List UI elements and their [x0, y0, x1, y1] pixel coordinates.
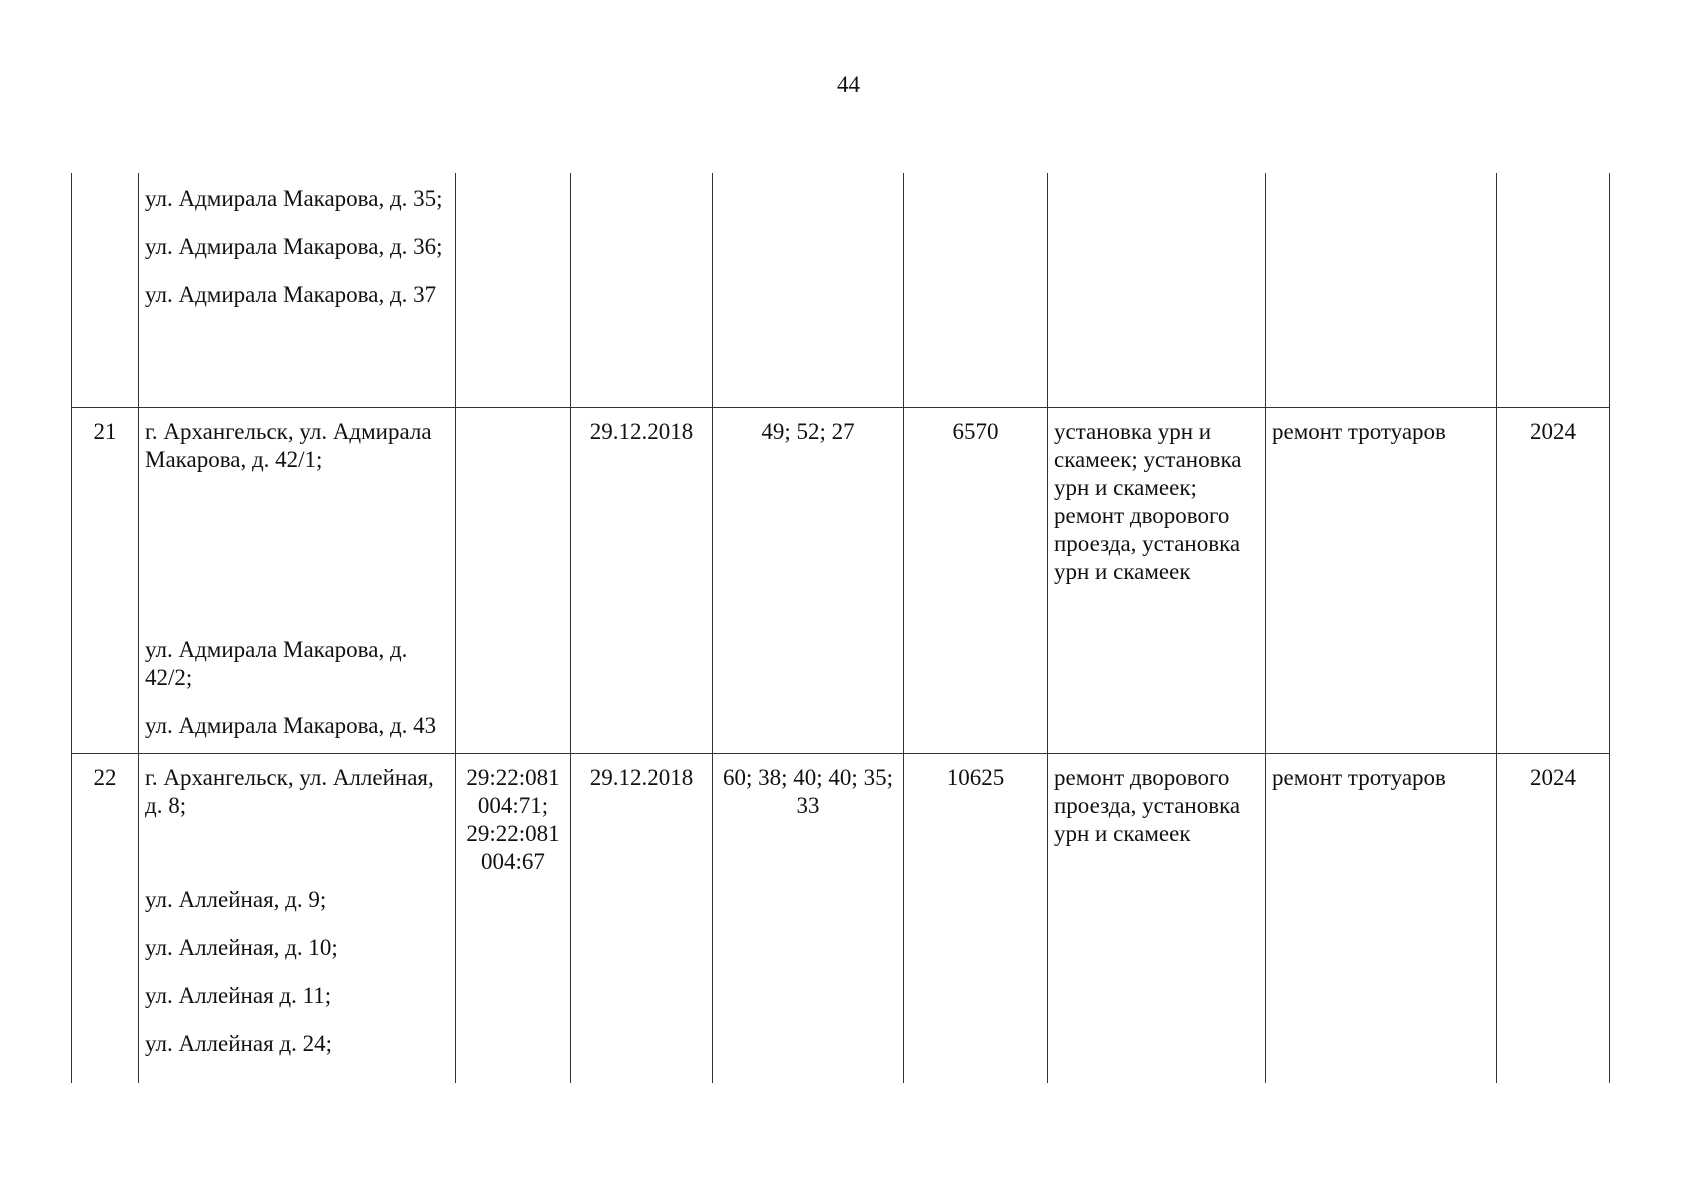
- cadastral-cell: 29:22:081 004:71; 29:22:081 004:67: [456, 753, 571, 1083]
- address-line: ул. Аллейная д. 11;: [145, 982, 332, 1008]
- common-works-cell: [1266, 173, 1497, 407]
- cadastral-cell: [456, 407, 571, 753]
- row-number-cell: 21: [72, 407, 139, 753]
- address-line: ул. Адмирала Макарова, д. 43: [145, 712, 437, 738]
- yard-works-cell: [1048, 173, 1266, 407]
- date-cell: 29.12.2018: [571, 407, 713, 753]
- year-cell: 2024: [1497, 753, 1610, 1083]
- date-cell: 29.12.2018: [571, 753, 713, 1083]
- address-line: ул. Адмирала Макарова, д. 36;: [145, 234, 443, 259]
- flats-cell: [713, 173, 904, 407]
- year-cell: 2024: [1497, 407, 1610, 753]
- first-address-line: г. Архангельск, ул. Адмирала Макарова, д. 42/1;: [145, 418, 432, 472]
- row-number-cell: [72, 173, 139, 407]
- address-line: ул. Адмирала Макарова, д. 37: [145, 282, 437, 307]
- first-address-line: г. Архангельск, ул. Аллейная, д. 8;: [145, 764, 434, 818]
- address-cell: [139, 407, 456, 753]
- program-table: [71, 173, 1610, 1083]
- table-row: [72, 753, 1610, 1083]
- yard-works-cell: установка урн и скамеек; установка урн и скамеек; ремонт дворового проезда, установка урн и скамеек: [1048, 407, 1266, 753]
- address-line: ул. Адмирала Макарова, д. 42/2;: [145, 636, 408, 690]
- address-cell: [139, 753, 456, 1083]
- page-number: 44: [837, 72, 860, 97]
- date-cell: [571, 173, 713, 407]
- year-cell: [1497, 173, 1610, 407]
- table-row: [72, 173, 1610, 407]
- address-line: ул. Адмирала Макарова, д. 35;: [145, 186, 443, 211]
- address-line: ул. Аллейная, д. 9;: [145, 886, 327, 912]
- common-works-cell: ремонт тротуаров: [1266, 407, 1497, 753]
- area-cell: 10625: [904, 753, 1048, 1083]
- table-row: [72, 407, 1610, 753]
- common-works-cell: ремонт тротуаров: [1266, 753, 1497, 1083]
- area-cell: 6570: [904, 407, 1048, 753]
- address-line: ул. Аллейная д. 24;: [145, 1030, 332, 1056]
- address-cell: [139, 173, 456, 407]
- row-number-cell: 22: [72, 753, 139, 1083]
- flats-cell: 60; 38; 40; 40; 35; 33: [713, 753, 904, 1083]
- address-line: ул. Аллейная, д. 10;: [145, 934, 338, 960]
- yard-works-cell: ремонт дворового проезда, установка урн и скамеек: [1048, 753, 1266, 1083]
- flats-cell: 49; 52; 27: [713, 407, 904, 753]
- area-cell: [904, 173, 1048, 407]
- cadastral-cell: [456, 173, 571, 407]
